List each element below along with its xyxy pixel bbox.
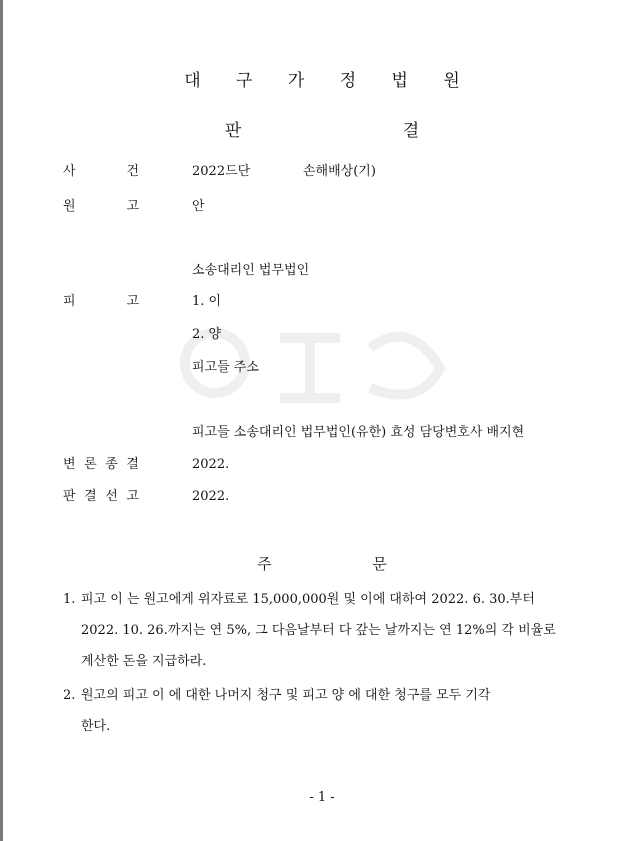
- case-name: 손해배상(기): [303, 164, 376, 179]
- order-heading: 주 문: [257, 555, 435, 573]
- plaintiff-counsel-row: [0, 261, 644, 281]
- plaintiff-label: 원 고: [63, 199, 139, 214]
- order-text-line: 원고의 피고 이 에 대한 나머지 청구 및 피고 양 에 대한 청구를 모두 기각: [81, 688, 491, 703]
- closing-argument-date: 2022.: [192, 457, 230, 472]
- case-row: [0, 162, 644, 182]
- order-item-1: [63, 584, 588, 677]
- court-name: 대 구 가 정 법 원: [184, 71, 475, 91]
- order-number: 2.: [63, 688, 76, 703]
- order-number: 1.: [63, 592, 76, 607]
- order-item-2: [63, 680, 588, 742]
- plaintiff-counsel: 소송대리인 법무법인: [192, 263, 310, 278]
- plaintiff-name: 안: [192, 199, 205, 214]
- closing-argument-label: 변 론 종 결: [63, 457, 139, 472]
- defendant-counsel-row: [0, 423, 644, 443]
- order-text-line: 2022. 10. 26.까지는 연 5%, 그 다음날부터 다 갚는 날까지는 연 12%의 각 비율로: [81, 623, 556, 638]
- document-title: 판 결: [224, 121, 498, 141]
- defendant-counsel: 피고들 소송대리인 법무법인(유한) 효성 담당변호사 배지현: [192, 425, 525, 440]
- case-number: 2022드단: [192, 164, 251, 179]
- defendant-label: 피 고: [63, 294, 139, 309]
- order-text-line: 계산한 돈을 지급하라.: [81, 654, 207, 669]
- order-text-line: 피고 이 는 원고에게 위자료로 15,000,000원 및 이에 대하여 2022. 6. 30.부터: [81, 592, 535, 607]
- judgment-date: 2022.: [192, 489, 230, 504]
- judgment-date-row: [0, 487, 644, 507]
- judgment-date-label: 판 결 선 고: [63, 489, 139, 504]
- defendant-row: [0, 292, 644, 312]
- order-text-line: 한다.: [81, 719, 111, 734]
- defendant-name-2: 2. 양: [192, 327, 222, 342]
- case-label: 사 건: [63, 164, 139, 179]
- defendant-address: 피고들 주소: [192, 360, 259, 375]
- closing-argument-row: [0, 455, 644, 475]
- defendant-name-1: 1. 이: [192, 294, 222, 309]
- page-number: - 1 -: [309, 790, 335, 805]
- plaintiff-row: [0, 197, 644, 217]
- watermark-graphic: [170, 318, 460, 418]
